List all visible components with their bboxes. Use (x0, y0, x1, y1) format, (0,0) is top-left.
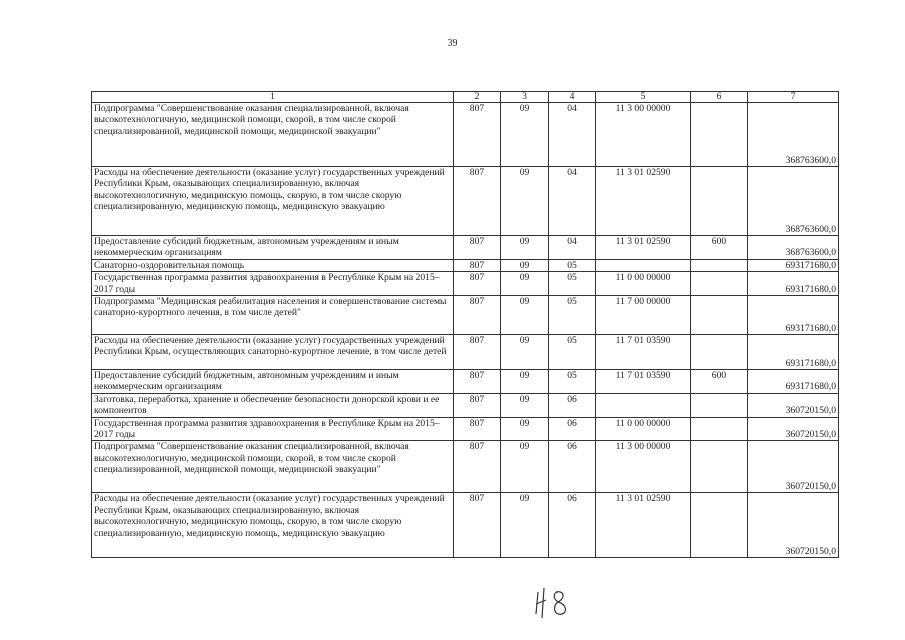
expense-type-cell (691, 335, 748, 370)
subsection-code-cell: 06 (549, 417, 596, 441)
ministry-code-cell: 807 (454, 236, 501, 260)
expense-type-cell (691, 441, 748, 493)
subsection-code-cell: 05 (549, 335, 596, 370)
ministry-code-cell: 807 (454, 259, 501, 271)
section-code-cell: 09 (501, 441, 549, 493)
header-cell: 4 (549, 92, 596, 103)
header-cell: 1 (92, 92, 454, 103)
subsection-code-cell: 06 (549, 493, 596, 558)
section-code-cell: 09 (501, 103, 549, 167)
ministry-code-cell: 807 (454, 417, 501, 441)
row-name-cell: Подпрограмма "Совершенствование оказания специализированной, включая высокотехнологичную, медицинской помощи, скорой, в том числе скорой специализированной, медицинской помощи, медицинской эвакуации" (92, 103, 454, 167)
row-name-cell: Государственная программа развития здравоохранения в Республике Крым на 2015–2017 годы (92, 272, 454, 296)
expense-type-cell (691, 272, 748, 296)
section-code-cell: 09 (501, 272, 549, 296)
section-code-cell: 09 (501, 393, 549, 417)
target-article-cell (596, 259, 691, 271)
header-cell: 3 (501, 92, 549, 103)
expense-type-cell (691, 167, 748, 236)
header-cell: 6 (691, 92, 748, 103)
expense-type-cell (691, 417, 748, 441)
amount-cell: 360720150,0 (748, 441, 839, 493)
section-code-cell: 09 (501, 296, 549, 335)
target-article-cell: 11 7 01 03590 (596, 370, 691, 394)
row-name-cell: Предоставление субсидий бюджетным, автономным учреждениям и иным некоммерческим организациям (92, 370, 454, 394)
table-row (92, 272, 839, 296)
amount-cell: 368763600,0 (748, 236, 839, 260)
expense-type-cell (691, 393, 748, 417)
budget-table (91, 91, 839, 558)
expense-type-cell: 600 (691, 370, 748, 394)
expense-type-cell (691, 296, 748, 335)
amount-cell: 693171680,0 (748, 335, 839, 370)
section-code-cell: 09 (501, 493, 549, 558)
row-name-cell: Заготовка, переработка, хранение и обеспечение безопасности донорской крови и ее компонентов (92, 393, 454, 417)
target-article-cell: 11 3 01 02590 (596, 493, 691, 558)
section-code-cell: 09 (501, 370, 549, 394)
header-cell: 7 (748, 92, 839, 103)
subsection-code-cell: 05 (549, 259, 596, 271)
subsection-code-cell: 06 (549, 393, 596, 417)
section-code-cell: 09 (501, 259, 549, 271)
amount-cell: 693171680,0 (748, 296, 839, 335)
ministry-code-cell: 807 (454, 441, 501, 493)
amount-cell: 693171680,0 (748, 370, 839, 394)
target-article-cell: 11 7 01 03590 (596, 335, 691, 370)
subsection-code-cell: 05 (549, 296, 596, 335)
ministry-code-cell: 807 (454, 493, 501, 558)
section-code-cell: 09 (501, 417, 549, 441)
table-row (92, 417, 839, 441)
amount-cell: 360720150,0 (748, 417, 839, 441)
target-article-cell: 11 0 00 00000 (596, 417, 691, 441)
target-article-cell: 11 3 01 02590 (596, 167, 691, 236)
amount-cell: 693171680,0 (748, 259, 839, 271)
row-name-cell: Расходы на обеспечение деятельности (оказание услуг) государственных учреждений Республики Крым, оказывающих специализированную, включая высокотехнологичную, медицинскую помощь, скорую, в том числе скорую специализированную, медицинскую помощь, медицинскую эвакуацию (92, 493, 454, 558)
table-row (92, 493, 839, 558)
table-row (92, 167, 839, 236)
section-code-cell: 09 (501, 167, 549, 236)
row-name-cell: Расходы на обеспечение деятельности (оказание услуг) государственных учреждений Республики Крым, осуществляющих санаторно-курортное лечение, в том числе детей (92, 335, 454, 370)
table-row (92, 259, 839, 271)
target-article-cell (596, 393, 691, 417)
row-name-cell: Подпрограмма "Медицинская реабилитация населения и совершенствование системы санаторно-курортного лечения, в том числе детей" (92, 296, 454, 335)
row-name-cell: Государственная программа развития здравоохранения в Республике Крым на 2015–2017 годы (92, 417, 454, 441)
handwritten-page-mark (532, 584, 572, 624)
ministry-code-cell: 807 (454, 393, 501, 417)
target-article-cell: 11 3 00 00000 (596, 103, 691, 167)
expense-type-cell (691, 103, 748, 167)
subsection-code-cell: 06 (549, 441, 596, 493)
header-cell: 5 (596, 92, 691, 103)
table-row (92, 441, 839, 493)
subsection-code-cell: 04 (549, 103, 596, 167)
amount-cell: 368763600,0 (748, 103, 839, 167)
table-row (92, 103, 839, 167)
expense-type-cell (691, 259, 748, 271)
amount-cell: 693171680,0 (748, 272, 839, 296)
table-row (92, 370, 839, 394)
expense-type-cell (691, 493, 748, 558)
section-code-cell: 09 (501, 236, 549, 260)
ministry-code-cell: 807 (454, 296, 501, 335)
target-article-cell: 11 3 00 00000 (596, 441, 691, 493)
row-name-cell: Расходы на обеспечение деятельности (оказание услуг) государственных учреждений Республики Крым, оказывающих специализированную, включая высокотехнологичную, медицинскую помощь, скорую, в том числе скорую специализированную, медицинскую помощь, медицинскую эвакуацию (92, 167, 454, 236)
page-number: 39 (447, 38, 458, 49)
target-article-cell: 11 7 00 00000 (596, 296, 691, 335)
row-name-cell: Санаторно-оздоровительная помощь (92, 259, 454, 271)
target-article-cell: 11 0 00 00000 (596, 272, 691, 296)
table-row (92, 335, 839, 370)
amount-cell: 360720150,0 (748, 393, 839, 417)
subsection-code-cell: 05 (549, 370, 596, 394)
ministry-code-cell: 807 (454, 103, 501, 167)
table-row (92, 296, 839, 335)
subsection-code-cell: 04 (549, 236, 596, 260)
subsection-code-cell: 04 (549, 167, 596, 236)
ministry-code-cell: 807 (454, 370, 501, 394)
expense-type-cell: 600 (691, 236, 748, 260)
ministry-code-cell: 807 (454, 167, 501, 236)
row-name-cell: Предоставление субсидий бюджетным, автономным учреждениям и иным некоммерческим организациям (92, 236, 454, 260)
row-name-cell: Подпрограмма "Совершенствование оказания специализированной, включая высокотехнологичную, медицинской помощи, скорой, в том числе скорой специализированной, медицинской помощи, медицинской эвакуации" (92, 441, 454, 493)
target-article-cell: 11 3 01 02590 (596, 236, 691, 260)
subsection-code-cell: 05 (549, 272, 596, 296)
table-row (92, 236, 839, 260)
header-cell: 2 (454, 92, 501, 103)
ministry-code-cell: 807 (454, 272, 501, 296)
ministry-code-cell: 807 (454, 335, 501, 370)
table-header-row (92, 92, 839, 103)
amount-cell: 368763600,0 (748, 167, 839, 236)
section-code-cell: 09 (501, 335, 549, 370)
table-row (92, 393, 839, 417)
amount-cell: 360720150,0 (748, 493, 839, 558)
